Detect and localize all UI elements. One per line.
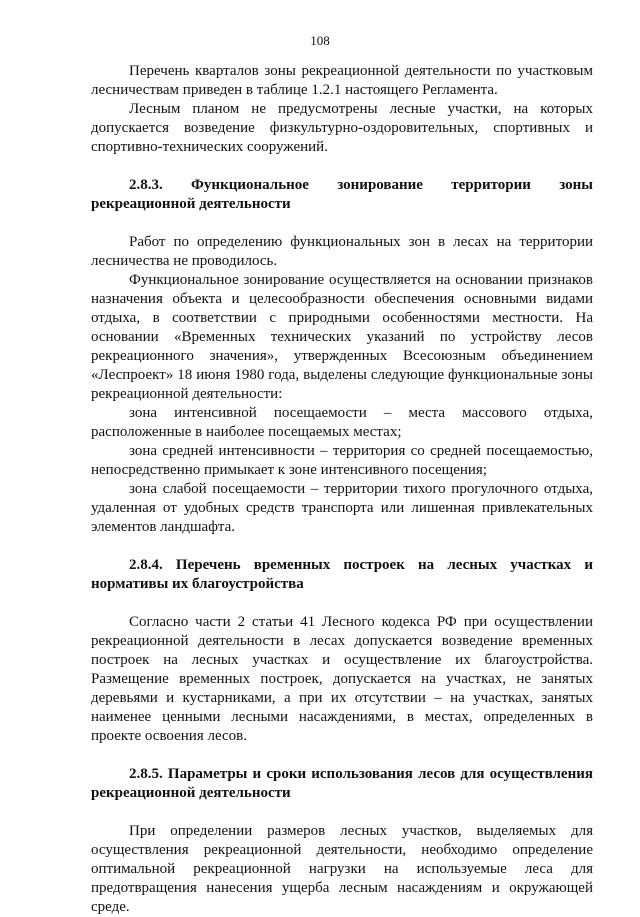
page-content — [91, 62, 593, 917]
spacer — [91, 214, 593, 233]
paragraph-temporary-buildings: Согласно части 2 статьи 41 Лесного кодекса РФ при осуществлении рекреационной деятельности в лесах допускается возведение временных построек на лесных участках и осуществление их благоустройства. Размещение временных построек, допускается на участках, не занятых деревьями и кустарниками, а при их отсутствии – на участках, занятых наименее ценными лесными насаждениями, в местах, определенных в проекте освоения лесов. — [91, 614, 593, 744]
spacer — [91, 157, 593, 176]
spacer — [91, 594, 593, 613]
paragraph-zone-weak: зона слабой посещаемости – территории тихого прогулочного отдыха, удаленная от удобных средств транспорта или лишенная привлекательных элементов ландшафта. — [91, 481, 593, 535]
paragraph-zoning-works: Работ по определению функциональных зон в лесах на территории лесничества не проводилось. — [91, 234, 593, 269]
paragraph-forest-plan: Лесным планом не предусмотрены лесные участки, на которых допускается возведение физкультурно-оздоровительных, спортивных и спортивно-технических сооружений. — [91, 101, 593, 155]
paragraph-zoning-basis: Функциональное зонирование осуществляется на основании признаков назначения объекта и целесообразности обеспечения основными видами отдыха, в соответствии с природными особенностями местности. На основании «Временных технических указаний по устройству лесов рекреационного значения», утвержденных Всесоюзным объединением «Леспроект» 18 июня 1980 года, выделены следующие функциональные зоны рекреационной деятельности: — [91, 272, 593, 402]
section-heading-2-8-3: 2.8.3. Функциональное зонирование территории зоны рекреационной деятельности — [91, 177, 593, 212]
paragraph-zone-intensive: зона интенсивной посещаемости – места массового отдыха, расположенные в наиболее посещаемых местах; — [91, 405, 593, 440]
paragraph-quarters-list: Перечень кварталов зоны рекреационной деятельности по участковым лесничествам приведен в таблице 1.2.1 настоящего Регламента. — [91, 63, 593, 98]
spacer — [91, 537, 593, 556]
spacer — [91, 803, 593, 822]
paragraph-recreation-load: При определении размеров лесных участков, выделяемых для осуществления рекреационной деятельности, необходимо определение оптимальной рекреационной нагрузки на используемые леса для предотвращения нанесения ущерба лесным насаждениям и окружающей среде. — [91, 823, 593, 915]
page-number: 108 — [310, 33, 330, 48]
section-heading-2-8-5: 2.8.5. Параметры и сроки использования лесов для осуществления рекреационной деятельности — [91, 766, 593, 801]
section-heading-2-8-4: 2.8.4. Перечень временных построек на лесных участках и нормативы их благоустройства — [91, 557, 593, 592]
spacer — [91, 746, 593, 765]
paragraph-zone-medium: зона средней интенсивности – территория со средней посещаемостью, непосредственно примыкает к зоне интенсивного посещения; — [91, 443, 593, 478]
